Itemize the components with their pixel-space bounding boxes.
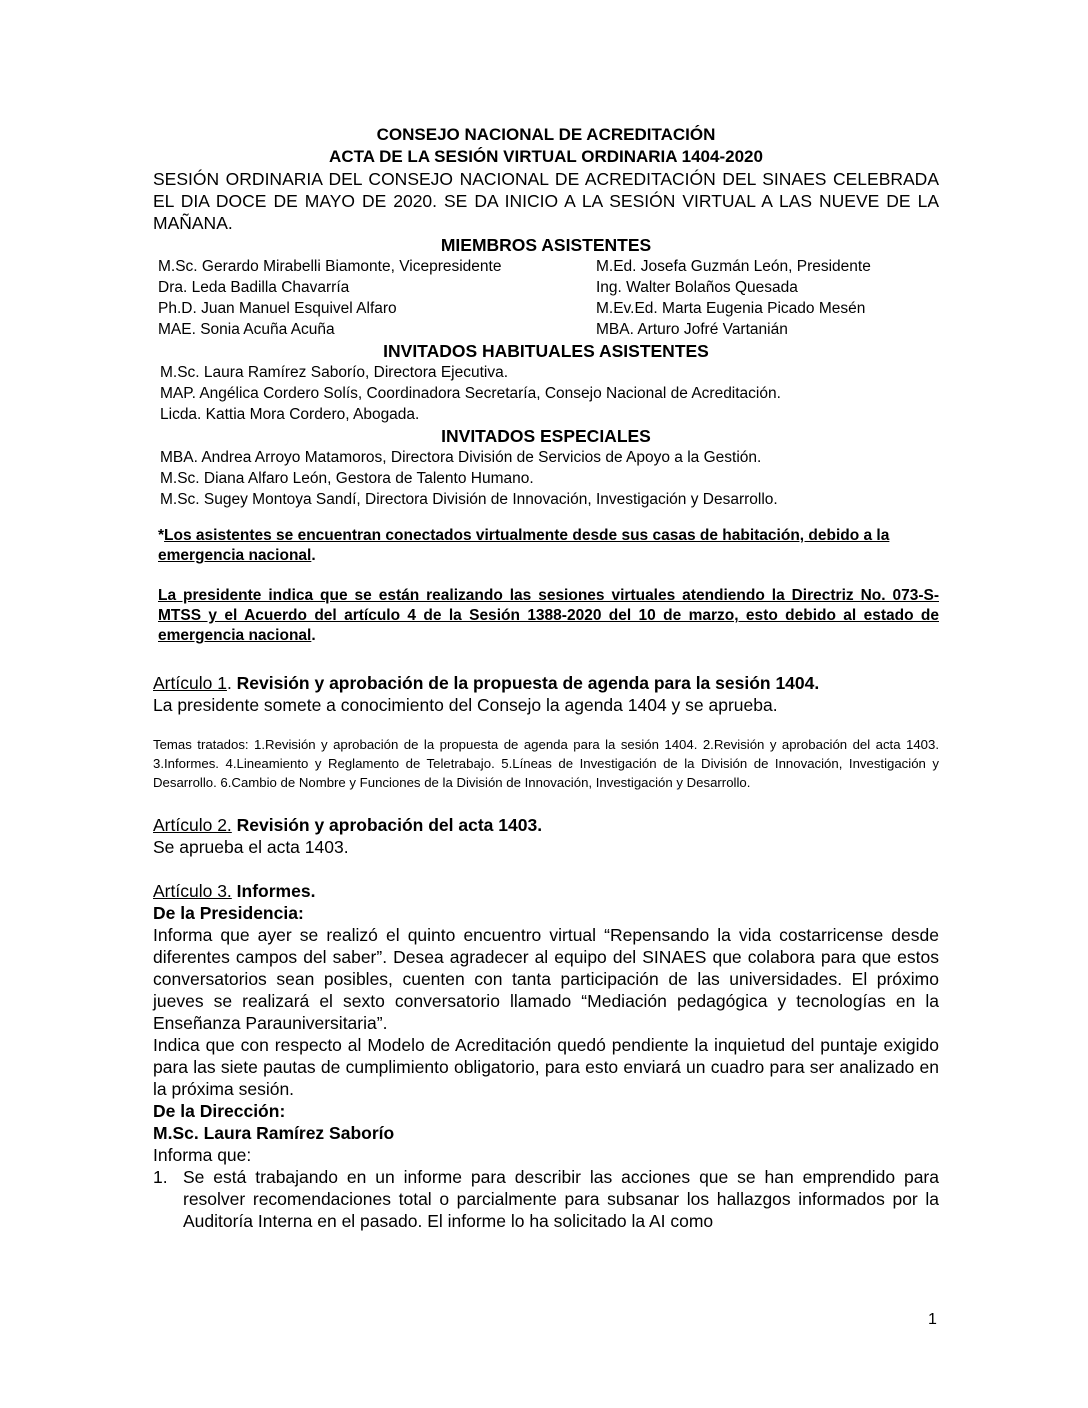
direction-heading: De la Dirección: (153, 1101, 286, 1121)
member-item: M.Ed. Josefa Guzmán León, Presidente (596, 258, 871, 275)
member-item: Dra. Leda Badilla Chavarría (158, 279, 350, 296)
session-intro: SESIÓN ORDINARIA DEL CONSEJO NACIONAL DE ACREDITACIÓN DEL SINAES CELEBRADA EL DIA DOCE DE MAYO DE 2020. SE DA INICIO A LA SESIÓN VIRTUAL A LAS NUEVE DE LA MAÑANA. (153, 169, 939, 233)
member-item: Ph.D. Juan Manuel Esquivel Alfaro (158, 300, 397, 317)
direction-person: M.Sc. Laura Ramírez Saborío (153, 1123, 395, 1143)
habitual-guests-heading: INVITADOS HABITUALES ASISTENTES (383, 341, 709, 361)
member-item: Ing. Walter Bolaños Quesada (596, 279, 798, 296)
presidency-heading: De la Presidencia: (153, 903, 304, 923)
directive-note: La presidente indica que se están realizando las sesiones virtuales atendiendo la Directriz No. 073-S-MTSS y el Acuerdo del artículo 4 de la Sesión 1388-2020 del 10 de marzo, esto debido al estado de emergencia nacional. (158, 587, 939, 644)
council-title: CONSEJO NACIONAL DE ACREDITACIÓN (376, 125, 716, 144)
page-number: 1 (928, 1311, 937, 1328)
article-2-heading (153, 814, 939, 836)
members-heading: MIEMBROS ASISTENTES (440, 235, 652, 255)
item-text: Se está trabajando en un informe para describir las acciones que se han emprendido para resolver recomendaciones total o parcialmente para subsanar los hallazgos informados por la Auditoría Interna en el pasado. El informe lo ha solicitado la AI como (183, 1167, 939, 1231)
members-list (153, 256, 939, 340)
presidency-paragraph-1: Informa que ayer se realizó el quinto encuentro virtual “Repensando la vida costarricense desde diferentes campos del saber”. Desea agradecer al equipo del SINAES que colabora para que estos conversatorios sean posibles, cuenten con tanta participación de las universidades. El próximo jueves se realizará el sexto conversatorio llamado “Mediación pedagógica y tecnologías en la Enseñanza Parauniversitaria”. (153, 925, 939, 1033)
member-item: MAE. Sonia Acuña Acuña (158, 321, 335, 338)
guest-item: M.Sc. Sugey Montoya Sandí, Directora División de Innovación, Investigación y Desarrollo. (160, 491, 778, 508)
article-2-title: Revisión y aprobación del acta 1403. (231, 815, 543, 835)
direction-intro: Informa que: (153, 1145, 252, 1165)
article-1-title: Revisión y aprobación de la propuesta de agenda para la sesión 1404. (236, 673, 820, 693)
article-3-label: Artículo 3. (153, 881, 232, 901)
member-item: M.Ev.Ed. Marta Eugenia Picado Mesén (596, 300, 866, 317)
member-item: M.Sc. Gerardo Mirabelli Biamonte, Vicepresidente (158, 258, 502, 275)
guest-item: M.Sc. Diana Alfaro León, Gestora de Talento Humano. (160, 470, 534, 487)
member-item: MBA. Arturo Jofré Vartanián (596, 321, 788, 338)
special-guests-list (153, 447, 939, 510)
article-1-text: La presidente somete a conocimiento del Consejo la agenda 1404 y se aprueba. (153, 695, 778, 715)
presidency-paragraph-2: Indica que con respecto al Modelo de Acreditación quedó pendiente la inquietud del puntaje exigido para las siete pautas de cumplimiento obligatorio, para esto enviará un cuadro para ser analizado en la próxima sesión. (153, 1035, 939, 1099)
article-1-heading: Artículo 1. Revisión y aprobación de la propuesta de agenda para la sesión 1404. (153, 673, 820, 693)
article-3-heading (153, 880, 939, 902)
article-2-label: Artículo 2. (153, 815, 232, 835)
guest-item: MAP. Angélica Cordero Solís, Coordinadora Secretaría, Consejo Nacional de Acreditación. (160, 385, 781, 402)
item-number: 1. (153, 1167, 168, 1187)
topics-covered: Temas tratados: 1.Revisión y aprobación de la propuesta de agenda para la sesión 1404. 2.Revisión y aprobación del acta 1403. 3.Informes. 4.Lineamiento y Reglamento de Teletrabajo. 5.Líneas de Investigación de la División de Innovación, Investigación y Desarrollo. 6.Cambio de Nombre y Funciones de la División de Innovación, Investigación y Desarrollo. (153, 737, 939, 790)
article-2-text: Se aprueba el acta 1403. (153, 837, 349, 857)
special-guests-heading: INVITADOS ESPECIALES (441, 426, 651, 446)
guest-item: MBA. Andrea Arroyo Matamoros, Directora División de Servicios de Apoyo a la Gestión. (160, 449, 762, 466)
article-3-title: Informes. (231, 881, 316, 901)
virtual-attendance-note: *Los asistentes se encuentran conectados virtualmente desde sus casas de habitación, debido a la emergencia nacional. (158, 527, 890, 564)
minutes-title: ACTA DE LA SESIÓN VIRTUAL ORDINARIA 1404-2020 (329, 147, 763, 166)
guest-item: M.Sc. Laura Ramírez Saborío, Directora Ejecutiva. (160, 364, 509, 381)
guest-item: Licda. Kattia Mora Cordero, Abogada. (160, 406, 420, 423)
habitual-guests-list (153, 362, 939, 425)
document-content (153, 124, 939, 1232)
direction-item-1 (153, 1166, 939, 1232)
article-1-label: Artículo 1 (153, 673, 227, 693)
